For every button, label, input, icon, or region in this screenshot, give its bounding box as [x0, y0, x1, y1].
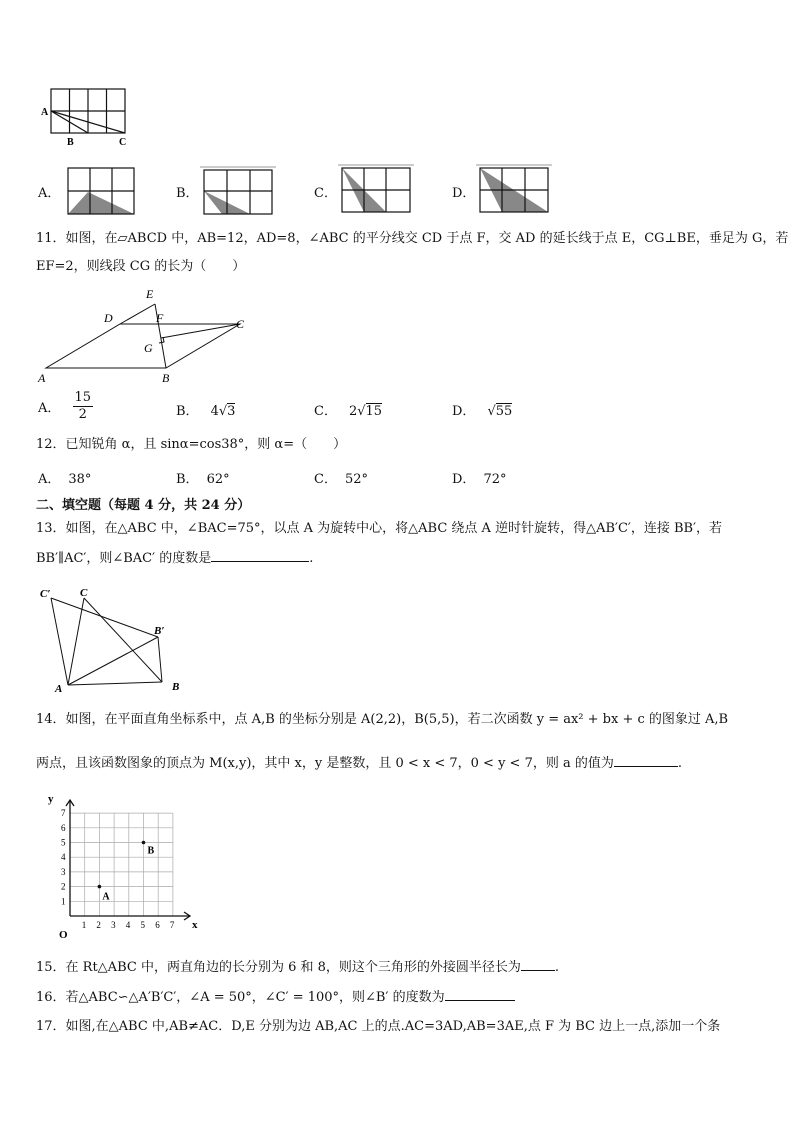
q14-coordinate-graph	[40, 790, 210, 940]
q12-option-d	[452, 468, 506, 487]
q14-point-b-label: B	[147, 845, 155, 857]
q11-label-d: D	[104, 311, 113, 325]
q12-option-d-text: 72°	[483, 472, 507, 487]
q14-x-tick-label: 2	[96, 920, 101, 930]
q11-label-b: B	[162, 371, 170, 385]
q11-option-d-letter: D．	[452, 404, 476, 419]
q11-option-b-radicand: 3	[227, 404, 236, 419]
q14-origin-label: O	[59, 929, 68, 940]
q14-point-b	[142, 841, 146, 845]
q14-point-a	[98, 885, 102, 889]
q10-label-b: B	[67, 137, 74, 148]
q14-x-tick-label: 4	[125, 920, 131, 930]
q14-stem-line2	[36, 754, 682, 773]
q12-option-b	[176, 468, 230, 487]
q14-y-tick-label: 3	[61, 866, 66, 877]
q12-option-a	[38, 468, 91, 487]
q13-label-b: B	[172, 681, 180, 693]
q11-option-d-radicand: 55	[495, 404, 513, 419]
q11-label-c: C	[236, 317, 245, 331]
q14-y-tick-label: 4	[61, 852, 66, 863]
q13-label-c-prime: C′	[40, 588, 51, 600]
q14-x-label: x	[192, 919, 198, 931]
q14-point-a-label: A	[102, 891, 110, 903]
q11-option-c	[314, 400, 382, 419]
q16-answer-blank[interactable]	[445, 988, 515, 1001]
q11-label-g: G	[144, 341, 153, 355]
q15-stem	[36, 958, 559, 977]
q11-option-c-radicand: 15	[365, 404, 383, 419]
q11-option-d	[452, 400, 512, 419]
q13-stem-line2	[36, 549, 313, 568]
q12-option-c	[314, 468, 368, 487]
q11-figure	[34, 284, 254, 388]
q16-stem	[36, 988, 515, 1007]
q14-stem-line2-text: 两点，且该函数图象的顶点为 M(x,y)，其中 x，y 是整数，且 0 < x < 7，0 < y < 7，则 a 的值为	[36, 756, 614, 771]
q10-label-c: C	[119, 137, 127, 148]
q14-y-tick-label: 5	[61, 837, 66, 848]
q10-option-a-letter: A．	[38, 186, 61, 201]
q11-option-b-coef: 4	[210, 404, 219, 419]
q12-option-c-text: 52°	[344, 472, 368, 487]
q14-x-tick-label: 7	[169, 920, 175, 930]
q15-stem-text: 15．在 Rt△ABC 中，两直角边的长分别为 6 和 8，则这个三角形的外接圆半径长为	[36, 960, 521, 975]
q12-option-a-text: 38°	[68, 472, 92, 487]
q13-label-a: A	[55, 683, 63, 695]
q14-x-tick-label: 3	[111, 920, 116, 930]
q13-stem-line1: 13．如图，在△ABC 中，∠BAC=75°，以点 A 为旋转中心，将△ABC 绕点 A 逆时针旋转，得△AB′C′，连接 BB′，若	[36, 521, 723, 536]
q10-option-a-figure	[64, 164, 138, 216]
q12-option-a-letter: A．	[38, 472, 61, 487]
q11-option-c-coef: 2	[348, 404, 358, 419]
sqrt-icon: √	[357, 404, 366, 419]
q10-option-b-letter: B．	[176, 186, 199, 201]
q14-y-label: y	[48, 793, 54, 805]
q10-label-a: A	[41, 107, 49, 118]
q11-stem-line1: 11．如图，在▱ABCD 中，AB=12，AD=8，∠ABC 的平分线交 CD 于点 F，交 AD 的延长线于点 E，CG⊥BE，垂足为 G，若	[36, 231, 789, 246]
q16-stem-text: 16．若△ABC∽△A′B′C′，∠A = 50°，∠C′ = 100°，则∠B′ 的度数为	[36, 990, 445, 1005]
q11-option-a-denominator: 2	[78, 407, 87, 422]
q14-y-tick-label: 7	[61, 808, 66, 819]
q13-label-c: C	[80, 587, 88, 599]
q10-option-c-letter: C．	[314, 186, 337, 201]
q11-label-f: F	[156, 311, 164, 325]
q14-y-tick-label: 6	[61, 822, 66, 833]
q12-option-b-letter: B．	[176, 472, 199, 487]
q13-stem-line2-text: BB′∥AC′，则∠BAC′ 的度数是	[36, 551, 212, 566]
q13-stem-line2-end: .	[309, 551, 314, 566]
q12-stem: 12．已知锐角 α，且 sinα=cos38°，则 α=（ ）	[36, 437, 347, 452]
q11-option-a-letter: A．	[38, 401, 61, 416]
q14-y-tick-label: 1	[61, 896, 66, 907]
q15-stem-end: .	[554, 960, 560, 975]
q17-stem: 17．如图,在△ABC 中,AB≠AC．D,E 分别为边 AB,AC 上的点.AC=3AD,AB=3AE,点 F 为 BC 边上一点,添加一个条	[36, 1019, 721, 1034]
q12-option-d-letter: D．	[452, 472, 476, 487]
q11-option-a-fraction	[73, 390, 94, 423]
q14-x-tick-label: 6	[155, 920, 160, 930]
q13-answer-blank[interactable]	[211, 549, 309, 562]
section-heading: 二、填空题（每题 4 分，共 24 分）	[36, 498, 251, 513]
q10-main-figure	[36, 84, 136, 148]
q14-stem-line1: 14．如图，在平面直角坐标系中，点 A,B 的坐标分别是 A(2,2)，B(5,5)，若二次函数 y = ax² + bx + c 的图象过 A,B	[36, 712, 729, 727]
q11-option-c-letter: C．	[314, 404, 337, 419]
q11-stem-line2: EF=2，则线段 CG 的长为（ ）	[36, 259, 246, 274]
q14-x-tick-label: 5	[140, 920, 145, 930]
q12-option-b-text: 62°	[206, 472, 230, 487]
q14-stem-line2-end: .	[677, 756, 683, 771]
q11-option-b-letter: B．	[176, 404, 199, 419]
q14-answer-blank[interactable]	[614, 754, 678, 767]
q10-option-c-figure	[338, 162, 416, 218]
q10-option-b-figure	[200, 164, 278, 216]
q10-option-d-letter: D．	[452, 186, 476, 201]
q13-figure	[34, 584, 194, 696]
q11-option-a	[38, 390, 93, 423]
q10-option-d-figure	[476, 162, 554, 218]
q11-option-a-numerator: 15	[74, 390, 92, 405]
q13-label-b-prime: B′	[154, 625, 165, 637]
sqrt-icon: √	[218, 404, 228, 419]
q14-x-tick-label: 1	[81, 920, 87, 930]
q11-label-e: E	[146, 287, 154, 301]
q11-label-a: A	[38, 371, 46, 385]
q11-option-b	[176, 400, 235, 419]
q14-y-tick-label: 2	[61, 881, 66, 892]
q15-answer-blank[interactable]	[521, 958, 555, 971]
q12-option-c-letter: C．	[314, 472, 337, 487]
sqrt-icon: √	[487, 404, 496, 419]
